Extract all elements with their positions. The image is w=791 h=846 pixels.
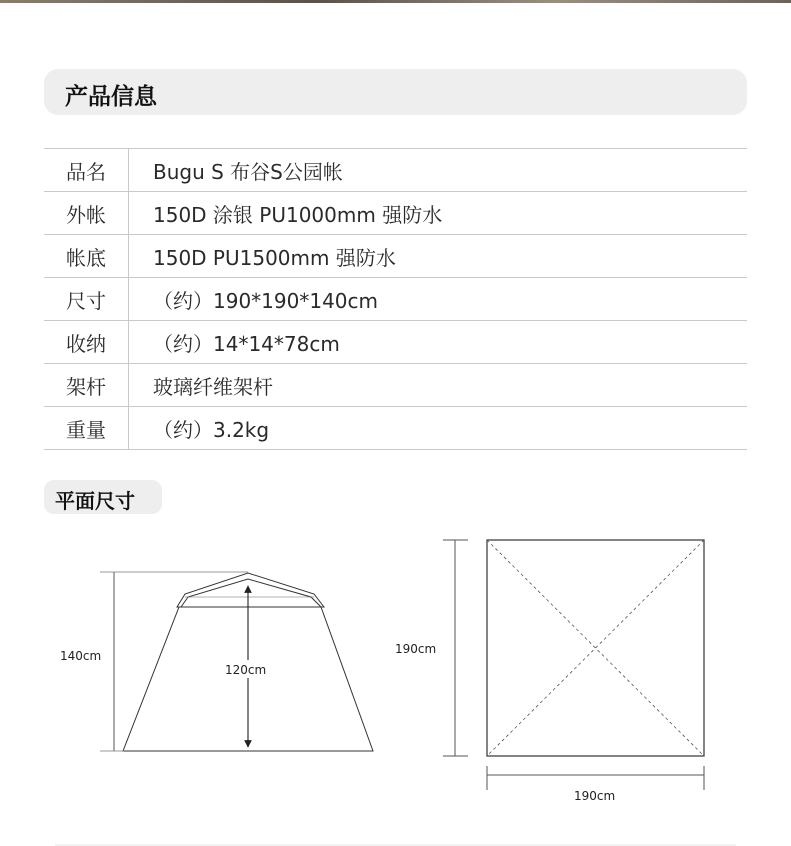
dimension-title: 平面尺寸 xyxy=(55,489,135,513)
spec-label: 重量 xyxy=(44,407,129,450)
spec-value: Bugu S 布谷S公园帐 xyxy=(129,149,748,192)
spec-label: 品名 xyxy=(44,149,129,192)
spec-value: 150D 涂银 PU1000mm 强防水 xyxy=(129,192,748,235)
spec-value: 150D PU1500mm 强防水 xyxy=(129,235,748,278)
spec-label: 外帐 xyxy=(44,192,129,235)
inner-height-label: 120cm xyxy=(225,663,267,677)
side-length-label: 190cm xyxy=(395,642,437,656)
tent-roof-outline xyxy=(177,573,324,607)
product-info-title: 产品信息 xyxy=(65,84,157,110)
spec-label: 尺寸 xyxy=(44,278,129,321)
spec-value: （约）14*14*78cm xyxy=(129,321,748,364)
spec-value: （约）3.2kg xyxy=(129,407,748,450)
top-view xyxy=(395,540,704,803)
spec-value: 玻璃纤维架杆 xyxy=(129,364,748,407)
height-label: 140cm xyxy=(60,649,102,663)
side-view xyxy=(60,572,373,751)
spec-label: 帐底 xyxy=(44,235,129,278)
spec-label: 收纳 xyxy=(44,321,129,364)
spec-value: （约）190*190*140cm xyxy=(129,278,748,321)
bottom-length-label: 190cm xyxy=(574,789,616,803)
spec-label: 架杆 xyxy=(44,364,129,407)
